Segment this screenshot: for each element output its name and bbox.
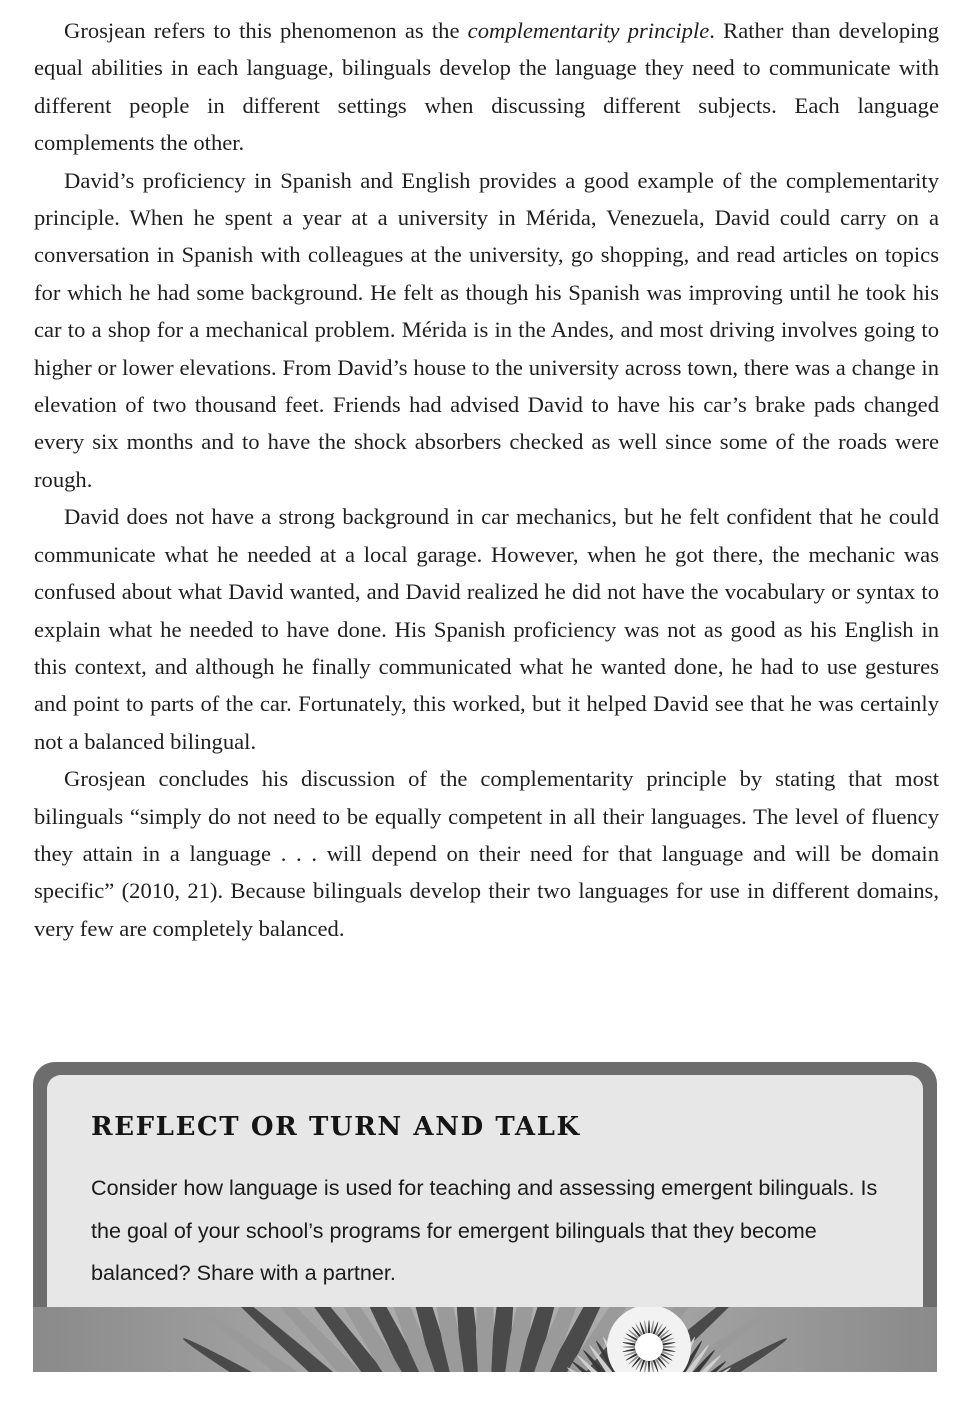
paragraph-3: David does not have a strong background in car mechanics, but he felt confident that he could communicate what he needed at a local garage. However, when he got there, the mechanic was confused about what David wanted, and David realized he did not have the vocabulary or syntax to explain what he needed to have done. His Spanish proficiency was not as good as his English in this context, and although he finally communicated what he wanted done, he had to use gestures and point to parts of the car. Fortunately, this worked, but it helped David see that he was certainly not a balanced bilingual. [34, 504, 939, 754]
callout-panel [47, 1075, 923, 1307]
callout-text: Consider how language is used for teaching and assessing emergent bilinguals. Is the goal of your school’s programs for emergent bilinguals that they become balanced? Share with a partner. [91, 1175, 878, 1285]
paragraph-1 [34, 12, 939, 162]
body-text [34, 12, 939, 947]
paragraph-2: David’s proficiency in Spanish and English provides a good example of the complementarity principle. When he spent a year at a university in Mérida, Venezuela, David could carry on a conversation in Spanish with colleagues at the university, go shopping, and read articles on topics for which he had some background. He felt as though his Spanish was improving until he took his car to a shop for a mechanical problem. Mérida is in the Andes, and most driving involves going to higher or lower elevations. From David’s house to the university across town, there was a change in elevation of two thousand feet. Friends had advised David to have his car’s brake pads changed every six months and to have the shock absorbers checked as well since some of the roads were rough. [34, 167, 939, 492]
callout-heading: REFLECT OR TURN AND TALK [91, 1112, 581, 1142]
term-complementarity-principle: complementarity principle [467, 18, 710, 43]
paragraph-4: Grosjean concludes his discussion of the complementarity principle by stating that most bilinguals “simply do not need to be equally competent in all their languages. The level of fluency they attain in a language . . . will depend on their need for that language and will be domain specific” (2010, 21). Because bilinguals develop their two languages for use in different domains, very few are completely balanced. [34, 766, 939, 941]
reflect-callout-box [33, 1062, 937, 1372]
paragraph-1-intro: Grosjean refers to this phenomenon as the [64, 18, 468, 43]
mandala-decoration [33, 1307, 937, 1372]
paragraph-1-rest: . Rather than developing equal abilities in each language, bilinguals develop the language they need to communicate with different people in different settings when discussing different subjects. Each language complements the other. [34, 18, 940, 156]
